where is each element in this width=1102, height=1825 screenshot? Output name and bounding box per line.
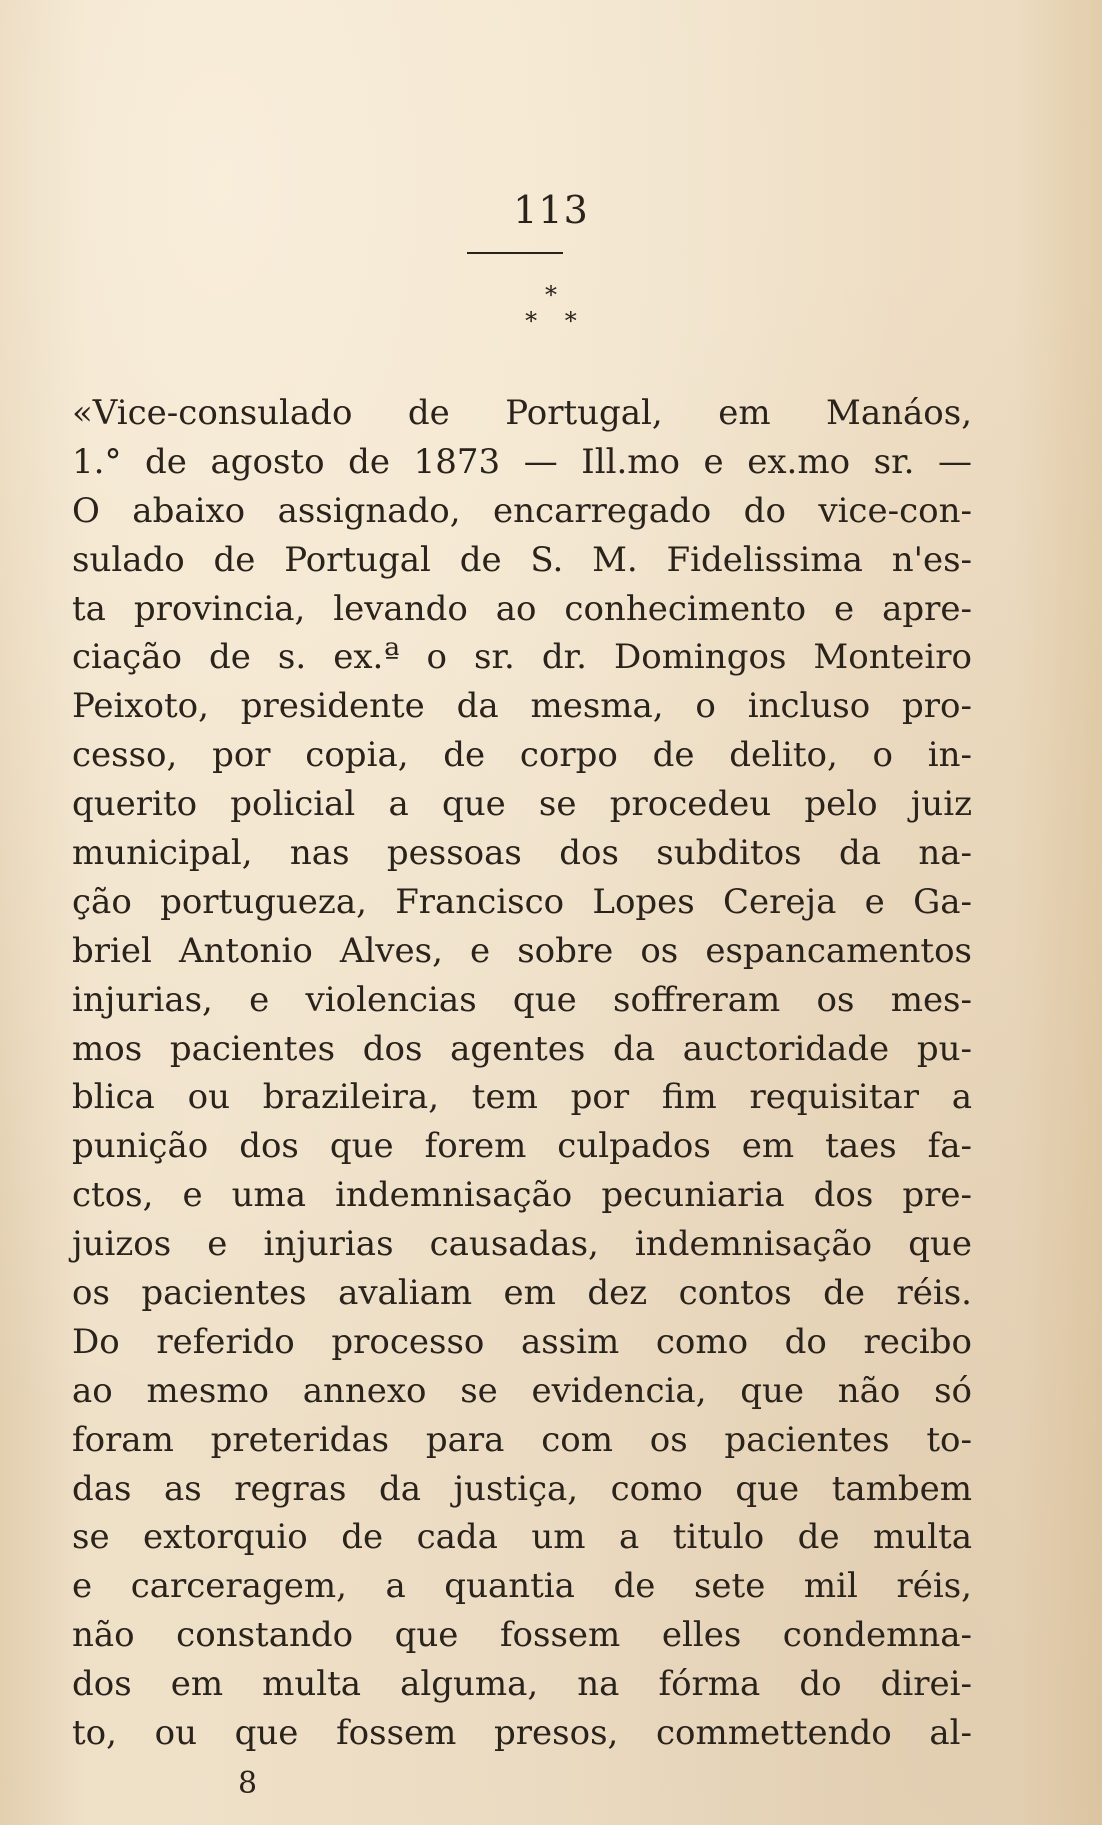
text-line: e carceragem, a quantia de sete mil réis, bbox=[72, 1566, 972, 1607]
text-line: ao mesmo annexo se evidencia, que não só bbox=[72, 1370, 972, 1411]
text-line: mos pacientes dos agentes da auctoridade pu- bbox=[72, 1028, 972, 1069]
text-line: não constando que fossem elles condemna- bbox=[72, 1615, 972, 1656]
text-line: das as regras da justiça, como que tambem bbox=[72, 1468, 972, 1509]
text-line: ção portugueza, Francisco Lopes Cereja e Ga- bbox=[72, 881, 972, 922]
text-line: Do referido processo assim como do recibo bbox=[72, 1321, 972, 1362]
page-number: 113 bbox=[513, 188, 589, 232]
text-line: cesso, por copia, de corpo de delito, o in- bbox=[72, 735, 972, 776]
text-line: sulado de Portugal de S. M. Fidelissima n'es- bbox=[72, 539, 972, 580]
text-line: dos em multa alguma, na fórma do direi- bbox=[72, 1664, 972, 1705]
signature-mark: 8 bbox=[238, 1766, 258, 1801]
text-line: to, ou que fossem presos, commettendo al- bbox=[72, 1713, 972, 1754]
asterism-ornament bbox=[0, 282, 1102, 342]
text-line: injurias, e violencias que soffreram os mes- bbox=[72, 979, 972, 1020]
text-line: blica ou brazileira, tem por fim requisitar a bbox=[72, 1077, 972, 1118]
text-line: O abaixo assignado, encarregado do vice-con- bbox=[72, 490, 972, 531]
text-line: Peixoto, presidente da mesma, o incluso pro- bbox=[72, 686, 972, 727]
text-line: ta provincia, levando ao conhecimento e apre- bbox=[72, 588, 972, 629]
header-rule bbox=[467, 252, 563, 254]
text-line: foram preteridas para com os pacientes to- bbox=[72, 1419, 972, 1460]
text-line: municipal, nas pessoas dos subditos da na- bbox=[72, 833, 972, 874]
asterism-top-star: * bbox=[545, 281, 557, 309]
text-line: ciação de s. ex.ª o sr. dr. Domingos Monteiro bbox=[72, 637, 972, 678]
text-line: juizos e injurias causadas, indemnisação que bbox=[72, 1224, 972, 1265]
text-line: ctos, e uma indemnisação pecuniaria dos pre- bbox=[72, 1175, 972, 1216]
text-line: briel Antonio Alves, e sobre os espancamentos bbox=[72, 930, 972, 971]
text-line: «Vice-consulado de Portugal, em Manáos, bbox=[72, 393, 972, 433]
body-text bbox=[72, 389, 972, 1758]
asterism-bottom-stars: * * bbox=[525, 307, 587, 335]
text-line: querito policial a que se procedeu pelo juiz bbox=[72, 784, 972, 825]
text-line: os pacientes avaliam em dez contos de réis. bbox=[72, 1273, 972, 1314]
text-line: 1.° de agosto de 1873 — Ill.mo e ex.mo sr. — bbox=[72, 441, 972, 482]
text-line: se extorquio de cada um a titulo de multa bbox=[72, 1517, 972, 1558]
text-line: punição dos que forem culpados em taes fa- bbox=[72, 1126, 972, 1167]
